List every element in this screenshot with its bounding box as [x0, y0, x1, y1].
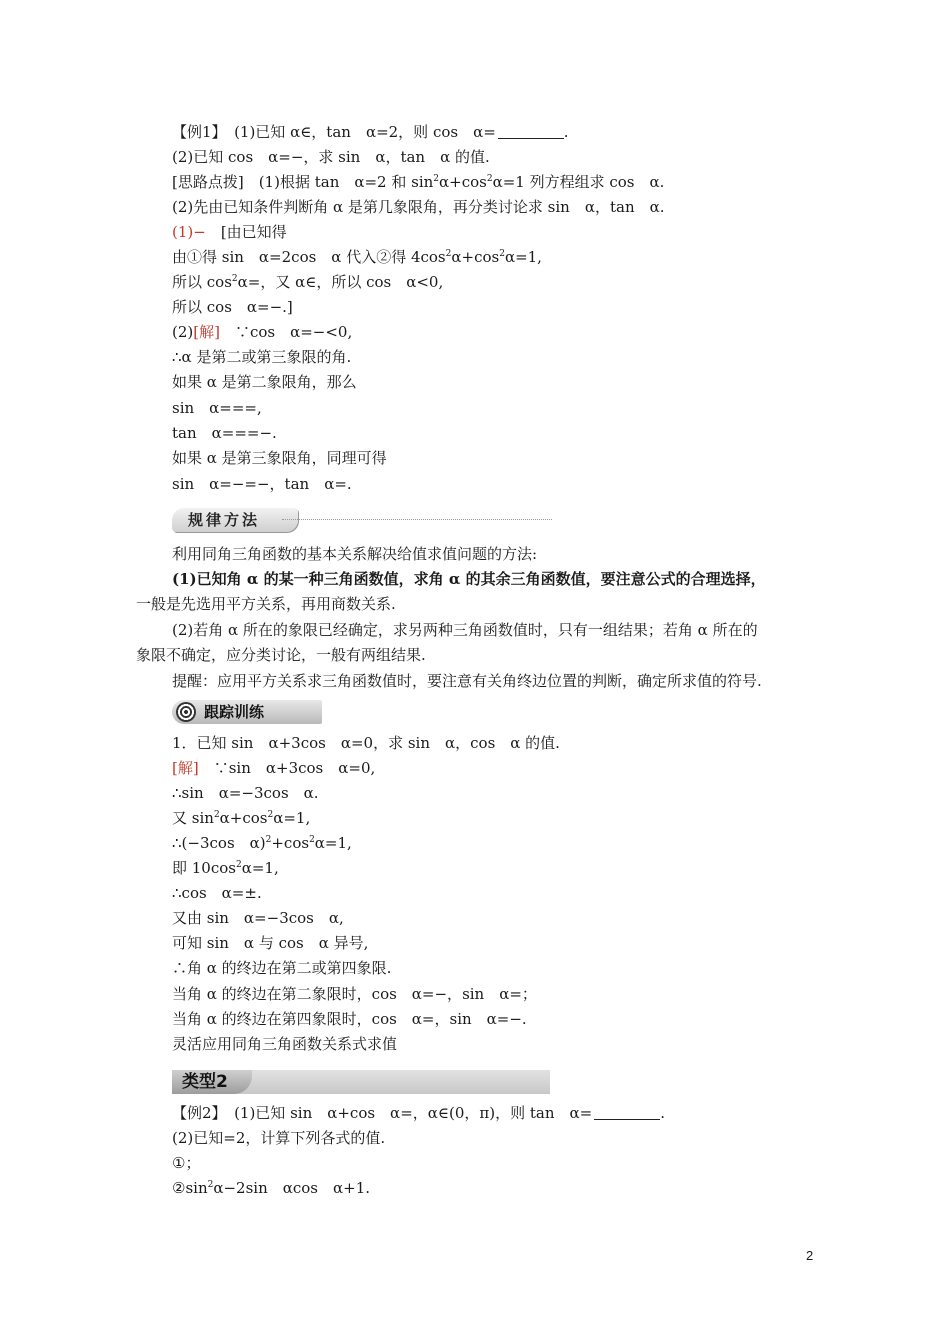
practice-badge [172, 700, 322, 724]
method-badge: 规律方法 [172, 508, 298, 532]
practice-line-7: 又由 sin α=−3cos α, [172, 909, 344, 927]
practice-line-9: ∴角 α 的终边在第二或第四象限. [172, 959, 392, 977]
page-number: 2 [806, 1248, 814, 1263]
practice-line-3: 又 $\sin^2\alpha+\cos^2\alpha=1$, [172, 809, 311, 827]
answer1-line-1: (1)− [由已知得 [172, 223, 287, 241]
example2-question2: (2)已知=2，计算下列各式的值. [172, 1129, 386, 1147]
practice-line-5: 即 $10\cos^2\alpha=1$, [172, 859, 279, 877]
answer1-line-9: tan α===−. [172, 424, 277, 442]
answer1-line-4: 所以 cos α=−.] [172, 298, 293, 316]
practice-line-8: 可知 sin α 与 cos α 异号, [172, 934, 369, 952]
answer-blank [498, 124, 564, 139]
practice-line-11: 当角 α 的终边在第四象限时，cos α=，sin α=−. [172, 1010, 527, 1028]
practice-line-6: ∴cos α=±. [172, 884, 262, 902]
method-divider [282, 519, 552, 520]
example1-tag: 【例1】 [172, 123, 220, 141]
example1-question1: 【例1】 (1)已知 α∈，tan α=2，则 cos α= . [172, 123, 569, 141]
practice-line-1: [解] ∵sin α+3cos α=0, [172, 759, 376, 777]
method-tip: 提醒：应用平方关系求三角函数值时，要注意有关角终边位置的判断，确定所求值的符号. [172, 672, 762, 690]
practice-line-2: ∴sin α=−3cos α. [172, 784, 319, 802]
practice-line-10: 当角 α 的终边在第二象限时，cos α=−，sin α=； [172, 985, 537, 1003]
answer1-line-7: 如果 α 是第二象限角，那么 [172, 373, 357, 391]
answer1-line-3: 所以 $\cos^2\alpha=$，又 α∈，所以 cos α<0, [172, 273, 444, 291]
example2-tag: 【例2】 [172, 1104, 220, 1122]
hint-line-2: (2)先由已知条件判断角 α 是第几象限角，再分类讨论求 sin α，tan α. [172, 198, 665, 216]
practice-badge-label: 跟踪训练 [204, 703, 265, 721]
type2-badge: 类型2 [172, 1070, 252, 1094]
method-point2-a [172, 620, 758, 640]
method-point1-b: 一般是先选用平方关系，再用商数关系. [136, 595, 396, 613]
example2-item1: ①； [172, 1154, 201, 1172]
example1-question2: (2)已知 cos α=−，求 sin α，tan α 的值. [172, 148, 490, 166]
answer1-line-6: ∴α 是第二或第三象限的角. [172, 348, 352, 366]
method-point1-text: (1)已知角 α 的某一种三角函数值，求角 α 的其余三角函数值，要注意公式的合理选择， [172, 570, 766, 588]
answer1-line-8: sin α===, [172, 399, 262, 417]
practice-question: 1．已知 sin α+3cos α=0，求 sin α，cos α 的值. [172, 734, 560, 752]
hint-line-1: [思路点拨] (1)根据 tan α=2 和 $\sin^2\alpha+\cos^2\alpha=1$ 列方程组求 cos α. [172, 173, 665, 191]
answer1-line-10: 如果 α 是第三象限角，同理可得 [172, 449, 387, 467]
method-point2-b: 象限不确定，应分类讨论，一般有两组结果. [136, 646, 426, 664]
answer-blank [594, 1105, 660, 1120]
method-point2-text: (2)若角 α 所在的象限已经确定，求另两种三角函数值时，只有一组结果；若角 α 所在的 [172, 621, 758, 639]
method-intro: 利用同角三角函数的基本关系解决给值求值问题的方法: [172, 545, 538, 563]
practice-line-12: 灵活应用同角三角函数关系式求值 [172, 1035, 398, 1053]
answer1-line-2: 由①得 sin α=2cos α 代入②得 $4\cos^2\alpha+\cos^2\alpha=1$, [172, 248, 542, 266]
answer1-line-5: (2)[解] ∵cos α=−<0, [172, 323, 353, 341]
example2-question1: 【例2】 (1)已知 sin α+cos α=，α∈(0，π)，则 tan α= . [172, 1104, 665, 1122]
answer1-line-11: sin α=−=−，tan α=. [172, 475, 352, 493]
target-icon [176, 702, 196, 722]
method-point1-a [172, 569, 766, 589]
practice-line-4: ∴(−3cos $\alpha)^2+\cos^2\alpha=1$, [172, 834, 352, 852]
example2-item2: $②\sin^2\alpha-2\sin$ αcos α+1. [172, 1179, 371, 1197]
